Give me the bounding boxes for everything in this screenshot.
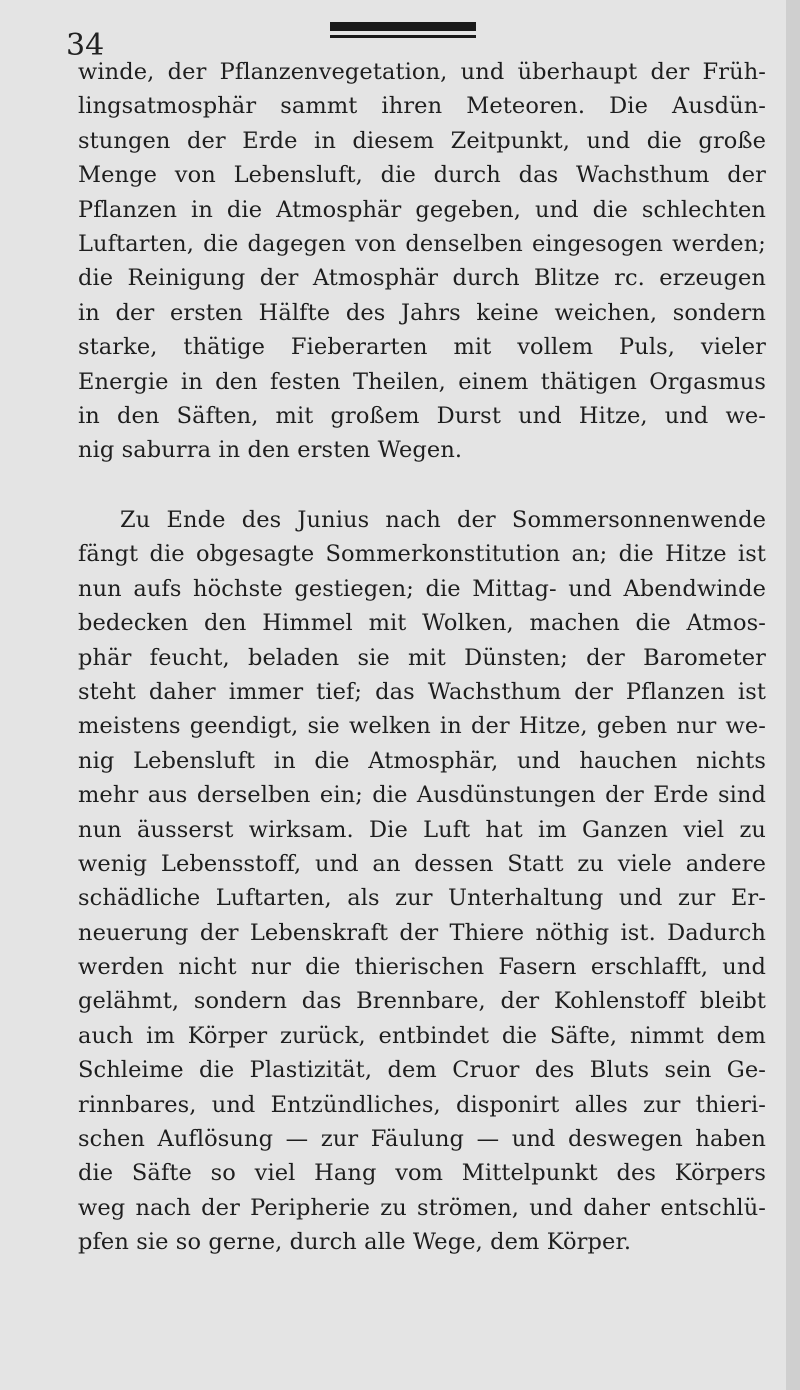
text-line: Pflanzen in die Atmosphär gegeben, und die schlechten: [78, 196, 766, 223]
text-line: die Säfte so viel Hang vom Mittelpunkt des Körpers: [78, 1160, 766, 1187]
text-line: Menge von Lebensluft, die durch das Wachsthum der: [78, 162, 766, 189]
header-rule-ornament: [330, 22, 476, 40]
header-rule-thick: [330, 22, 476, 31]
text-line: Luftarten, die dagegen von denselben eingesogen werden;: [78, 230, 766, 257]
text-line: nig Lebensluft in die Atmosphär, und hauchen nichts: [78, 747, 766, 774]
text-line: neuerung der Lebenskraft der Thiere nöthig ist. Dadurch: [78, 919, 766, 946]
text-line: auch im Körper zurück, entbindet die Säfte, nimmt dem: [78, 1022, 766, 1049]
text-line: Energie in den festen Theilen, einem thätigen Orgasmus: [78, 368, 766, 395]
text-line: in den Säften, mit großem Durst und Hitze, und we-: [78, 402, 766, 429]
text-line: nun äusserst wirksam. Die Luft hat im Ganzen viel zu: [78, 816, 766, 843]
text-line: meistens geendigt, sie welken in der Hitze, geben nur we-: [78, 713, 766, 740]
page-edge-shadow: [786, 0, 800, 1390]
text-line: steht daher immer tief; das Wachsthum der Pflanzen ist: [78, 678, 766, 705]
text-line: die Reinigung der Atmosphär durch Blitze rc. erzeugen: [78, 265, 766, 292]
paragraph-2: [78, 503, 766, 1260]
text-line: werden nicht nur die thierischen Fasern erschlafft, und: [78, 954, 766, 981]
text-line: bedecken den Himmel mit Wolken, machen die Atmos-: [78, 610, 766, 637]
text-line: lingsatmosphär sammt ihren Meteoren. Die Ausdün-: [78, 93, 766, 120]
text-line: starke, thätige Fieberarten mit vollem Puls, vieler: [78, 334, 766, 361]
text-line: weg nach der Peripherie zu strömen, und daher entschlü-: [78, 1194, 766, 1221]
text-line: Zu Ende des Junius nach der Sommersonnenwende: [120, 507, 766, 533]
text-line: mehr aus derselben ein; die Ausdünstungen der Erde sind: [78, 782, 766, 809]
header-rule-thin: [330, 35, 476, 38]
text-line: winde, der Pflanzenvegetation, und überhaupt der Früh-: [78, 59, 766, 85]
page-number: 34: [66, 28, 105, 63]
text-line: schädliche Luftarten, als zur Unterhaltung und zur Er-: [78, 885, 766, 912]
text-line: gelähmt, sondern das Brennbare, der Kohlenstoff bleibt: [78, 988, 766, 1015]
text-line: pfen sie so gerne, durch alle Wege, dem Körper.: [78, 1229, 632, 1256]
text-line: nig saburra in den ersten Wegen.: [78, 437, 463, 464]
text-line: stungen der Erde in diesem Zeitpunkt, und die große: [78, 127, 766, 154]
paragraph-1: [78, 55, 766, 468]
text-line: schen Auflösung — zur Fäulung — und deswegen haben: [78, 1126, 766, 1153]
text-line: nun aufs höchste gestiegen; die Mittag- und Abendwinde: [78, 575, 766, 602]
text-line: wenig Lebensstoff, und an dessen Statt zu viele andere: [78, 850, 766, 877]
text-line: phär feucht, beladen sie mit Dünsten; der Barometer: [78, 644, 766, 671]
text-line: rinnbares, und Entzündliches, disponirt alles zur thieri-: [78, 1091, 766, 1118]
text-line: in der ersten Hälfte des Jahrs keine weichen, sondern: [78, 299, 766, 326]
text-line: fängt die obgesagte Sommerkonstitution an; die Hitze ist: [78, 541, 766, 568]
text-line: Schleime die Plastizität, dem Cruor des Bluts sein Ge-: [78, 1057, 766, 1084]
